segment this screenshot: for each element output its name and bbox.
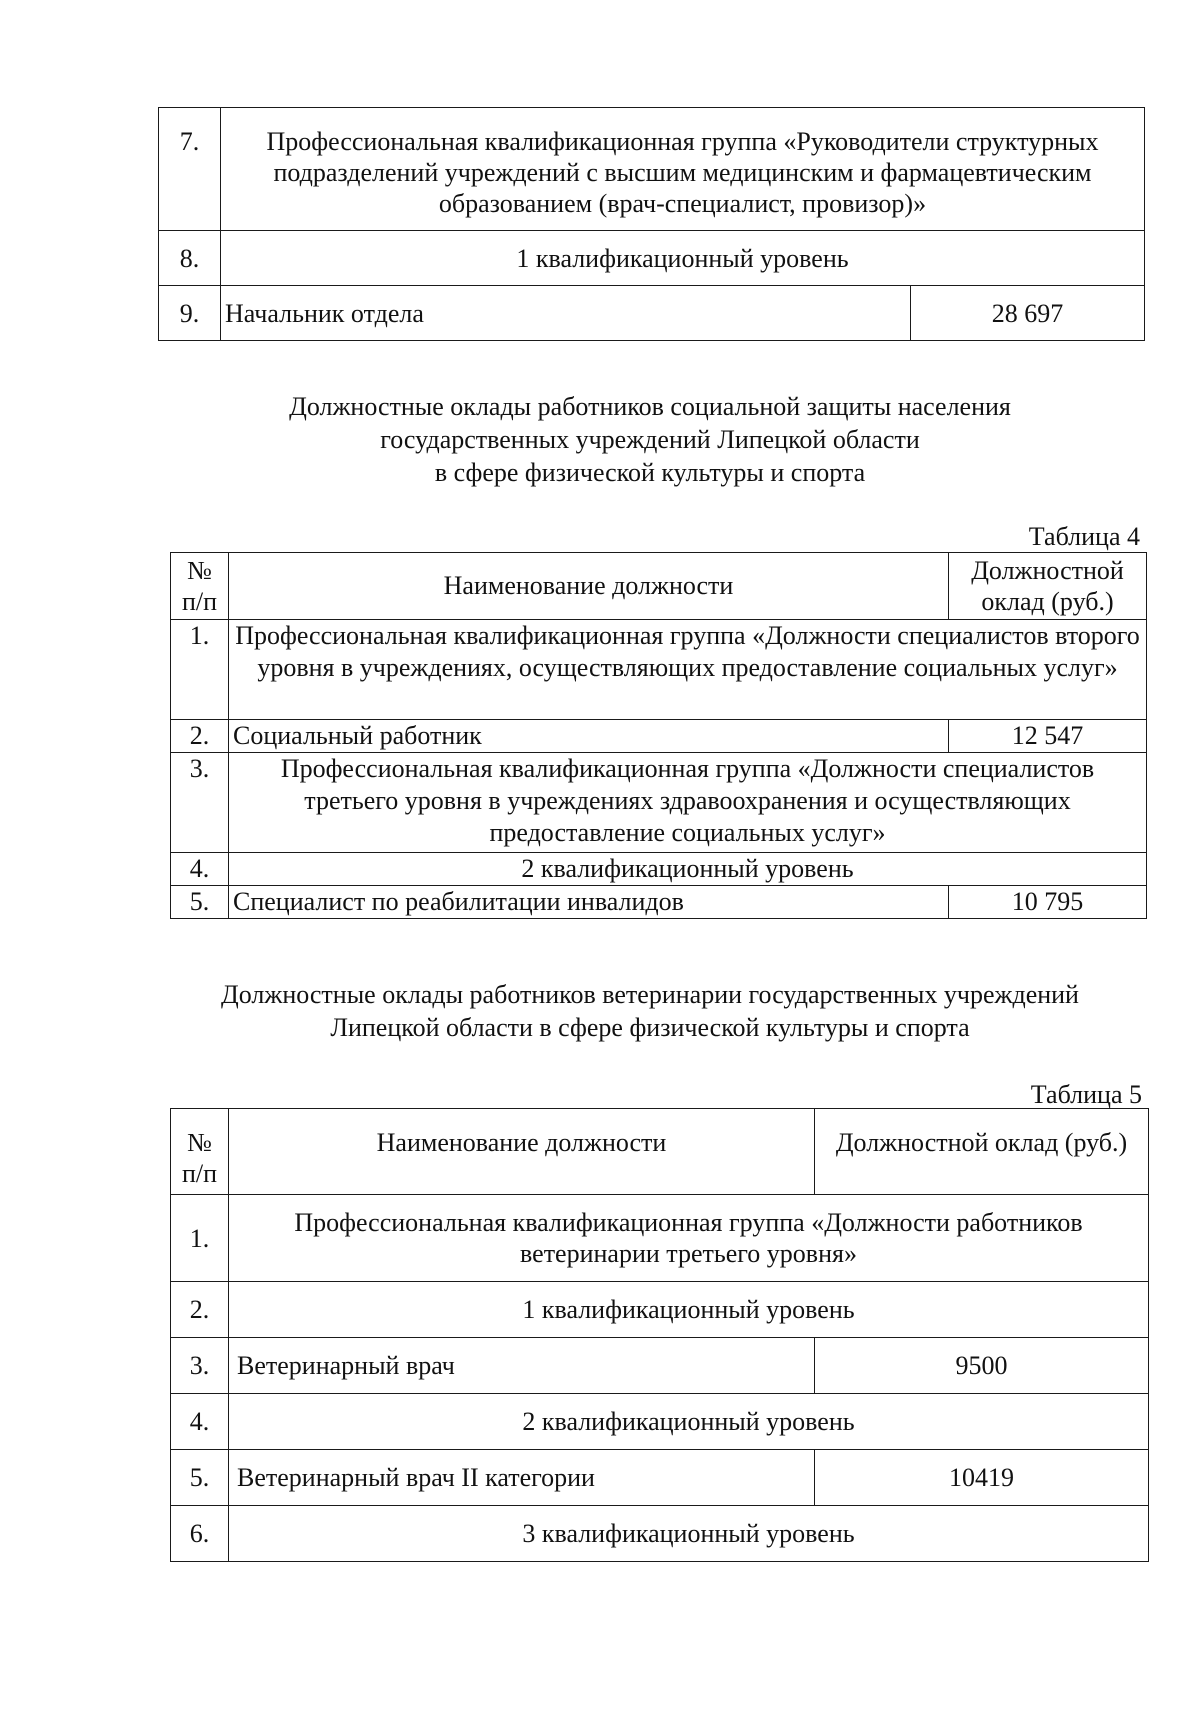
table-5 [170, 1108, 1149, 1562]
row-number: 9. [159, 286, 221, 341]
table-row [171, 1282, 1149, 1338]
heading-line: Должностные оклады работников социальной защиты населения [289, 392, 1011, 421]
header-salary: Должностной оклад (руб.) [815, 1109, 1149, 1195]
table-header-row [171, 553, 1147, 620]
level-title: 3 квалификационный уровень [229, 1506, 1149, 1562]
section-5-heading [150, 978, 1150, 1044]
table-row [171, 1506, 1149, 1562]
table-row [171, 720, 1147, 753]
position-name: Социальный работник [229, 720, 949, 753]
table-5-caption: Таблица 5 [1030, 1080, 1142, 1109]
header-name: Наименование должности [229, 1109, 815, 1195]
row-number: 6. [171, 1506, 229, 1562]
table-row [171, 620, 1147, 720]
table-row [159, 231, 1145, 286]
header-salary: Должностной оклад (руб.) [949, 553, 1147, 620]
heading-line: в сфере физической культуры и спорта [434, 458, 866, 487]
table-row [171, 1450, 1149, 1506]
salary-value: 9500 [815, 1338, 1149, 1394]
row-number: 4. [171, 853, 229, 886]
group-title: Профессиональная квалификационная группа «Должности работников ветеринарии третьего уровня» [229, 1195, 1149, 1282]
position-name: Начальник отдела [221, 286, 911, 341]
table-row [171, 886, 1147, 919]
section-4-heading [150, 390, 1150, 489]
position-name: Специалист по реабилитации инвалидов [229, 886, 949, 919]
position-name: Ветеринарный врач II категории [229, 1450, 815, 1506]
salary-value: 28 697 [911, 286, 1145, 341]
row-number: 5. [171, 1450, 229, 1506]
group-title: Профессиональная квалификационная группа «Руководители структурных подразделений учреждений с высшим медицинским и фармацевтическим образованием (врач-специалист, провизор)» [221, 108, 1145, 231]
table-row [171, 1394, 1149, 1450]
group-title: Профессиональная квалификационная группа «Должности специалистов третьего уровня в учреждениях здравоохранения и осуществляющих предоставление социальных услуг» [229, 753, 1147, 853]
row-number: 4. [171, 1394, 229, 1450]
table-row [159, 286, 1145, 341]
table-row [171, 753, 1147, 853]
row-number: 2. [171, 720, 229, 753]
salary-value: 10 795 [949, 886, 1147, 919]
level-title: 1 квалификационный уровень [229, 1282, 1149, 1338]
row-number: 5. [171, 886, 229, 919]
level-title: 2 квалификационный уровень [229, 853, 1147, 886]
position-name: Ветеринарный врач [229, 1338, 815, 1394]
row-number: 2. [171, 1282, 229, 1338]
heading-line: государственных учреждений Липецкой области [380, 425, 920, 454]
table-3-continued [158, 107, 1145, 341]
table-4-caption: Таблица 4 [1028, 522, 1140, 551]
table-row [171, 1195, 1149, 1282]
row-number: 1. [171, 620, 229, 720]
salary-value: 12 547 [949, 720, 1147, 753]
salary-value: 10419 [815, 1450, 1149, 1506]
row-number: 7. [159, 108, 221, 231]
level-title: 1 квалификационный уровень [221, 231, 1145, 286]
group-title: Профессиональная квалификационная группа «Должности специалистов второго уровня в учреждениях, осуществляющих предоставление социальных услуг» [229, 620, 1147, 720]
row-number: 3. [171, 753, 229, 853]
row-number: 3. [171, 1338, 229, 1394]
heading-line: Должностные оклады работников ветеринарии государственных учреждений [221, 980, 1079, 1009]
header-number: № п/п [171, 1109, 229, 1195]
header-number: № п/п [171, 553, 229, 620]
table-4 [170, 552, 1147, 919]
header-name: Наименование должности [229, 553, 949, 620]
table-row [171, 853, 1147, 886]
row-number: 1. [171, 1195, 229, 1282]
level-title: 2 квалификационный уровень [229, 1394, 1149, 1450]
table-row [171, 1338, 1149, 1394]
heading-line: Липецкой области в сфере физической культуры и спорта [330, 1013, 970, 1042]
table-header-row [171, 1109, 1149, 1195]
table-row [159, 108, 1145, 231]
row-number: 8. [159, 231, 221, 286]
